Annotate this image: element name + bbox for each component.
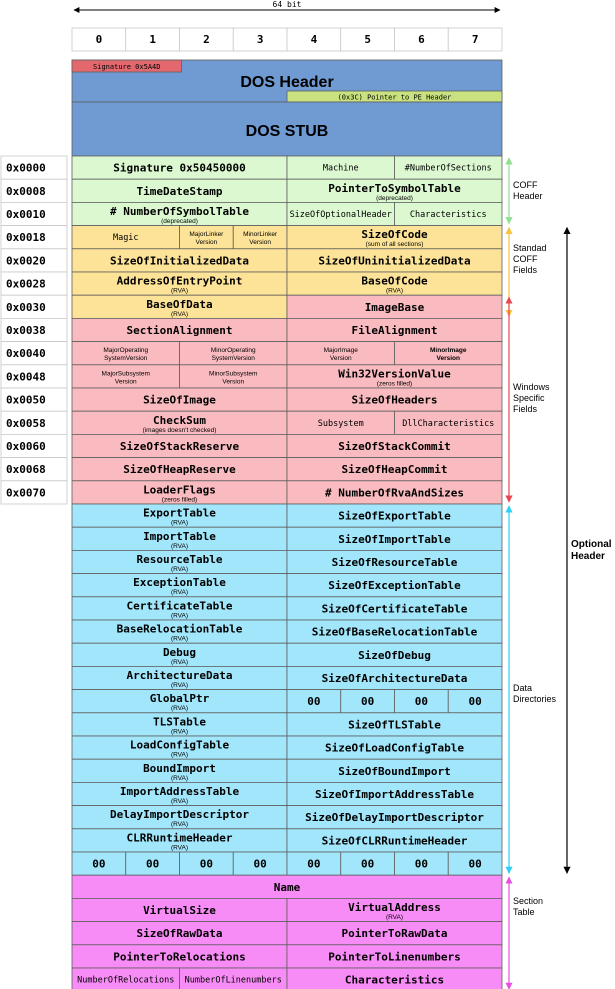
field-label: (RVA)	[170, 310, 189, 318]
byte-column-label: 3	[256, 33, 264, 46]
data-dir-sub: (RVA)	[170, 519, 189, 527]
field-label: MinorOperating	[210, 347, 256, 355]
field-label: (deprecated)	[376, 194, 413, 202]
field-label: SizeOfCode	[361, 228, 428, 242]
width-label: 64 bit	[272, 0, 302, 9]
side-label-windows: Specific	[513, 393, 545, 403]
data-dir-name: ExceptionTable	[133, 576, 226, 590]
field-label: LoaderFlags	[143, 483, 216, 497]
data-dir-sub: (RVA)	[170, 728, 189, 736]
side-label-optional: Header	[571, 551, 605, 562]
field-label: SectionAlignment	[126, 324, 233, 337]
data-dir-name: LoadConfigTable	[129, 738, 230, 752]
offset-label: 0x0048	[6, 370, 46, 384]
field-label: MajorImage	[323, 347, 358, 355]
reserved-zero-label: 00	[92, 857, 106, 871]
field-label: VirtualAddress	[348, 901, 441, 914]
byte-column-label: 2	[203, 33, 210, 46]
offset-label: 0x0068	[6, 463, 46, 477]
field-label: MajorLinker	[189, 231, 224, 239]
field-label: ImageBase	[364, 300, 425, 314]
data-dir-name: CLRRuntimeHeader	[126, 831, 233, 845]
data-dir-size: SizeOfLoadConfigTable	[324, 741, 465, 755]
data-dir-sub: (RVA)	[170, 612, 189, 620]
field-label: (sum of all sections)	[365, 241, 424, 249]
offset-label: 0x0030	[6, 300, 46, 314]
zero-label: 00	[414, 695, 428, 709]
field-label: (RVA)	[385, 914, 404, 921]
field-label: SizeOfStackReserve	[119, 440, 240, 453]
offset-label: 0x0038	[6, 324, 46, 337]
offset-label: 0x0050	[6, 393, 46, 407]
byte-column-label: 7	[471, 33, 479, 46]
data-dir-sub: (RVA)	[170, 682, 189, 689]
side-label-standard: Fields	[513, 265, 538, 275]
field-label: MajorSubsystem	[101, 370, 150, 378]
data-dir-name: DelayImportDescriptor	[109, 808, 250, 822]
field-label: BaseOfCode	[361, 274, 428, 288]
side-label-coff: Header	[513, 191, 543, 201]
byte-column-label: 6	[418, 33, 425, 46]
data-dir-size: SizeOfExceptionTable	[328, 579, 461, 593]
data-dir-sub: (RVA)	[170, 589, 189, 597]
data-dir-sub: (RVA)	[170, 774, 189, 782]
data-dir-name: BoundImport	[143, 761, 216, 775]
field-label: Version	[329, 355, 352, 363]
field-label: Version	[195, 239, 218, 247]
offset-label: 0x0070	[6, 486, 46, 500]
reserved-zero-label: 00	[199, 857, 213, 871]
byte-column-label: 4	[310, 33, 318, 46]
data-dir-size: SizeOfDelayImportDescriptor	[305, 811, 484, 825]
offset-label: 0x0060	[6, 440, 46, 453]
field-label: SizeOfOptionalHeader	[289, 210, 392, 220]
field-label: (RVA)	[170, 287, 189, 295]
zero-label: 00	[307, 695, 321, 709]
data-dir-size: SizeOfImportAddressTable	[315, 788, 474, 801]
data-dir-name: BaseRelocationTable	[116, 622, 243, 636]
field-label: Magic	[112, 233, 139, 244]
reserved-zero-label: 00	[146, 857, 160, 871]
data-dir-size: SizeOfImportTable	[338, 532, 451, 546]
field-label: Version	[114, 378, 137, 386]
field-label: (deprecated)	[161, 218, 198, 225]
field-label: PointerToSymbolTable	[328, 181, 461, 195]
data-dir-name: ImportTable	[143, 529, 216, 543]
dos-stub-title: DOS STUB	[245, 123, 329, 140]
data-dir-sub: (RVA)	[170, 635, 189, 643]
data-dir-size: SizeOfBoundImport	[338, 764, 451, 778]
side-label-section: Table	[513, 907, 535, 917]
side-label-standard: COFF	[513, 254, 538, 264]
side-label-windows: Fields	[513, 404, 538, 414]
field-label: MinorSubsystem	[209, 370, 258, 378]
field-label: AddressOfEntryPoint	[116, 274, 243, 288]
reserved-zero-label: 00	[307, 857, 321, 871]
data-dir-sub: (RVA)	[170, 542, 189, 550]
dos-header-title: DOS Header	[240, 74, 334, 91]
data-dir-sub: (RVA)	[170, 658, 189, 666]
byte-column-label: 1	[149, 33, 156, 46]
data-dir-name: TLSTable	[153, 715, 206, 729]
field-label: Subsystem	[317, 418, 364, 429]
side-label-optional: Optional	[571, 539, 612, 550]
reserved-zero-label: 00	[253, 857, 267, 871]
offset-label: 0x0028	[6, 277, 46, 291]
dos-signature-label: Signature 0x5A4D	[93, 63, 161, 71]
field-label: NumberOfLinenumbers	[184, 975, 282, 986]
field-label: MinorImage	[430, 347, 467, 355]
data-dir-name: CertificateTable	[126, 599, 233, 613]
field-label: Machine	[322, 163, 359, 174]
field-label: Win32VersionValue	[338, 367, 451, 381]
offset-label: 0x0058	[6, 416, 46, 430]
side-label-coff: COFF	[513, 180, 538, 190]
data-dir-name: ResourceTable	[136, 553, 223, 566]
zero-label: 00	[468, 695, 482, 709]
field-label: SizeOfImage	[143, 393, 216, 407]
field-label: Version	[222, 378, 245, 386]
field-label: Characteristics	[344, 973, 445, 987]
data-dir-size: SizeOfResourceTable	[331, 556, 458, 569]
field-label: DllCharacteristics	[402, 418, 495, 429]
field-label: SizeOfStackCommit	[338, 440, 451, 453]
offset-label: 0x0040	[6, 347, 46, 361]
data-dir-size: SizeOfBaseRelocationTable	[311, 625, 478, 639]
reserved-zero-label: 00	[468, 857, 482, 871]
field-label: #NumberOfSections	[404, 163, 492, 174]
field-label: SizeOfHeapReserve	[123, 463, 236, 477]
field-label: BaseOfData	[146, 297, 213, 311]
side-label-section: Section	[513, 896, 544, 906]
data-dir-name: ImportAddressTable	[119, 785, 240, 798]
field-label: Signature 0x50450000	[113, 161, 246, 175]
field-label: SizeOfUninitializedData	[318, 254, 471, 268]
byte-column-label: 0	[95, 33, 103, 46]
zero-label: 00	[361, 695, 375, 709]
field-label: PointerToRawData	[341, 927, 448, 941]
field-label: (images doesn't checked)	[142, 426, 217, 434]
field-label: Version	[249, 239, 271, 247]
side-label-windows: Windows	[513, 382, 550, 392]
field-label: (zeros filled)	[376, 380, 413, 388]
field-label: Version	[436, 355, 460, 363]
side-label-standard: Standad	[513, 243, 547, 253]
field-label: SystemVersion	[104, 355, 148, 363]
field-label: (RVA)	[385, 287, 404, 295]
data-dir-size: SizeOfCertificateTable	[321, 602, 468, 616]
field-label: SizeOfRawData	[136, 927, 223, 941]
field-label: SizeOfHeapCommit	[341, 463, 448, 477]
byte-column-label: 5	[364, 33, 371, 46]
field-label: TimeDateStamp	[136, 184, 223, 198]
field-label: Name	[273, 880, 301, 894]
data-dir-size: SizeOfArchitectureData	[321, 672, 468, 685]
side-label-data-dirs: Directories	[513, 694, 557, 704]
data-dir-sub: (RVA)	[170, 844, 189, 852]
data-dir-sub: (RVA)	[170, 798, 189, 805]
data-dir-sub: (RVA)	[170, 566, 189, 573]
data-dir-name: Debug	[162, 645, 197, 659]
field-label: MinorLinker	[243, 231, 278, 239]
field-label: # NumberOfRvaAndSizes	[324, 486, 465, 500]
data-dir-size: SizeOfDebug	[358, 648, 431, 662]
field-label: CheckSum	[153, 413, 206, 427]
field-label: SizeOfInitializedData	[109, 254, 250, 268]
data-dir-name: ExportTable	[143, 506, 216, 520]
data-dir-size: SizeOfCLRRuntimeHeader	[321, 834, 468, 848]
offset-label: 0x0010	[6, 208, 46, 221]
data-dir-size: SizeOfTLSTable	[348, 718, 441, 732]
data-dir-sub: (RVA)	[170, 751, 189, 759]
field-label: (zeros filled)	[161, 496, 198, 504]
data-dir-size: SizeOfExportTable	[338, 509, 451, 523]
data-dir-name: ArchitectureData	[126, 669, 233, 682]
field-label: NumberOfRelocations	[77, 975, 175, 986]
data-dir-name: GlobalPtr	[149, 692, 210, 706]
field-label: Characteristics	[409, 210, 487, 220]
offset-label: 0x0020	[6, 254, 46, 268]
reserved-zero-label: 00	[361, 857, 375, 871]
offset-label: 0x0000	[6, 161, 46, 175]
field-label: VirtualSize	[143, 904, 216, 917]
field-label: PointerToRelocations	[113, 950, 246, 964]
field-label: SizeOfHeaders	[351, 393, 438, 407]
side-label-data-dirs: Data	[513, 683, 533, 693]
field-label: FileAlignment	[351, 324, 438, 337]
data-dir-sub: (RVA)	[170, 705, 189, 713]
field-label: # NumberOfSymbolTable	[109, 205, 250, 218]
field-label: SystemVersion	[211, 355, 255, 363]
reserved-zero-label: 00	[414, 857, 428, 871]
offset-label: 0x0008	[6, 184, 46, 198]
offset-label: 0x0018	[6, 231, 46, 245]
pe-pointer-label: (0x3C) Pointer to PE Header	[337, 93, 452, 102]
data-dir-sub: (RVA)	[170, 821, 189, 829]
field-label: MajorOperating	[103, 347, 149, 355]
field-label: PointerToLinenumbers	[328, 950, 461, 964]
